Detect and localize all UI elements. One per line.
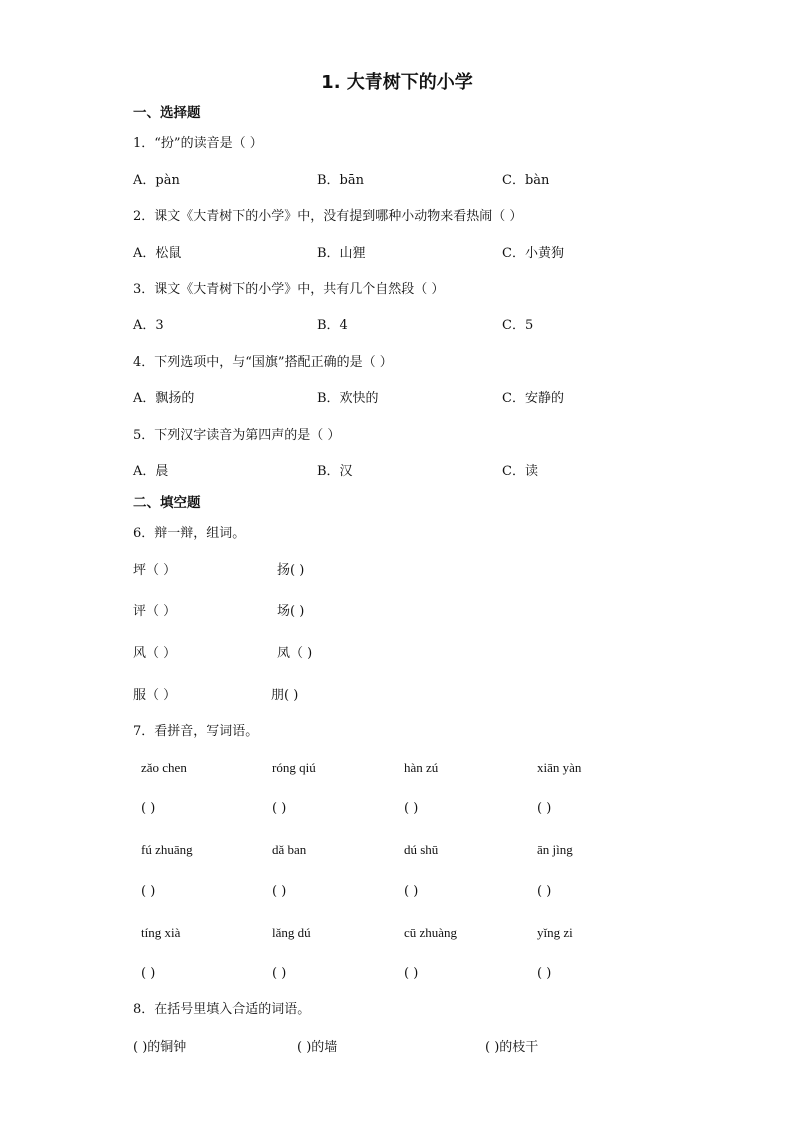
pinyin-label: tíng xià	[141, 925, 181, 940]
question-1-option-b[interactable]: B．bān	[317, 173, 364, 188]
pinyin-label: ān jìng	[537, 842, 573, 857]
question-4-stem: 4．下列选项中，与“国旗”搭配正确的是（ ）	[133, 355, 393, 370]
answer-blank[interactable]: ( )	[537, 884, 552, 899]
answer-blank[interactable]: ( )	[272, 884, 287, 899]
question-2-option-b[interactable]: B．山狸	[317, 246, 366, 261]
question-6-blank[interactable]: 扬( )	[277, 563, 305, 578]
pinyin-label: lǎng dú	[272, 925, 311, 940]
question-8-stem: 8．在括号里填入合适的词语。	[133, 1002, 311, 1017]
question-1-stem: 1．“扮”的读音是（ ）	[133, 136, 263, 151]
answer-blank[interactable]: ( )	[141, 884, 156, 899]
question-8-blank[interactable]: ( )的墙	[297, 1040, 338, 1055]
pinyin-label: hàn zú	[404, 760, 439, 775]
pinyin-label: cū zhuàng	[404, 925, 458, 940]
question-6-blank[interactable]: 风（ ）	[133, 646, 177, 661]
answer-blank[interactable]: ( )	[404, 801, 419, 816]
question-2-option-a[interactable]: A．松鼠	[133, 246, 182, 261]
question-5-option-b[interactable]: B．汉	[317, 464, 353, 479]
pinyin-label: yǐng zi	[537, 925, 573, 940]
answer-blank[interactable]: ( )	[404, 884, 419, 899]
question-7-stem: 7．看拼音，写词语。	[133, 724, 259, 739]
question-3-stem: 3．课文《大青树下的小学》中，共有几个自然段（ ）	[133, 282, 445, 297]
question-4-option-b[interactable]: B．欢快的	[317, 391, 379, 406]
question-6-stem: 6．辩一辩，组词。	[133, 526, 246, 541]
question-6-blank[interactable]: 评（ ）	[133, 604, 177, 619]
pinyin-label: xiān yàn	[537, 760, 582, 775]
question-2-stem: 2．课文《大青树下的小学》中，没有提到哪种小动物来看热闹（ ）	[133, 209, 523, 224]
page-title: 1. 大青树下的小学	[321, 72, 473, 93]
pinyin-label: dǎ ban	[272, 842, 307, 857]
question-8-blank[interactable]: ( )的枝干	[485, 1040, 539, 1055]
answer-blank[interactable]: ( )	[404, 966, 419, 981]
question-4-option-a[interactable]: A．飘扬的	[133, 391, 195, 406]
question-2-option-c[interactable]: C．小黄狗	[502, 246, 564, 261]
answer-blank[interactable]: ( )	[141, 966, 156, 981]
answer-blank[interactable]: ( )	[141, 801, 156, 816]
question-6-blank[interactable]: 坪（ ）	[133, 563, 177, 578]
question-8-blank[interactable]: ( )的铜钟	[133, 1040, 187, 1055]
answer-blank[interactable]: ( )	[272, 801, 287, 816]
question-6-blank[interactable]: 服（ ）	[133, 688, 177, 703]
answer-blank[interactable]: ( )	[537, 966, 552, 981]
question-6-blank[interactable]: 场( )	[277, 604, 305, 619]
section-heading-fill: 二、填空题	[133, 495, 201, 511]
question-3-option-b[interactable]: B．4	[317, 318, 348, 333]
answer-blank[interactable]: ( )	[272, 966, 287, 981]
pinyin-label: zǎo chen	[141, 760, 187, 775]
question-1-option-c[interactable]: C．bàn	[502, 173, 550, 188]
question-3-option-a[interactable]: A．3	[133, 318, 164, 333]
question-1-option-a[interactable]: A．pàn	[133, 173, 180, 188]
pinyin-label: dú shū	[404, 842, 439, 857]
question-5-stem: 5．下列汉字读音为第四声的是（ ）	[133, 428, 341, 443]
question-6-blank[interactable]: 凤（ )	[277, 646, 313, 661]
question-4-option-c[interactable]: C．安静的	[502, 391, 564, 406]
pinyin-label: fú zhuāng	[141, 842, 193, 857]
section-heading-choice: 一、选择题	[133, 105, 201, 121]
pinyin-label: róng qiú	[272, 760, 316, 775]
question-5-option-a[interactable]: A．晨	[133, 464, 169, 479]
question-5-option-c[interactable]: C．读	[502, 464, 538, 479]
question-3-option-c[interactable]: C．5	[502, 318, 534, 333]
question-6-blank[interactable]: 朋( )	[271, 688, 299, 703]
answer-blank[interactable]: ( )	[537, 801, 552, 816]
